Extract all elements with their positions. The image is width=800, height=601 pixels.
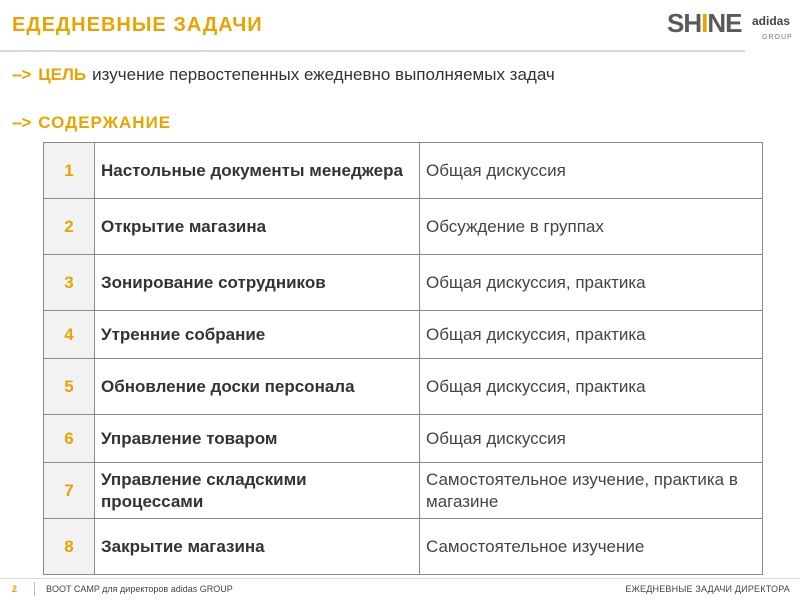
row-number: 3 [44, 255, 95, 311]
goal-line [12, 65, 555, 85]
row-format: Общая дискуссия [420, 415, 763, 463]
content-label: СОДЕРЖАНИЕ [38, 113, 172, 132]
row-topic: Открытие магазина [95, 199, 420, 255]
row-format: Общая дискуссия [420, 143, 763, 199]
row-format: Общая дискуссия, практика [420, 359, 763, 415]
row-topic: Обновление доски персонала [95, 359, 420, 415]
footer-right-text: ЕЖЕДНЕВНЫЕ ЗАДАЧИ ДИРЕКТОРА [625, 584, 790, 594]
row-topic: Управление товаром [95, 415, 420, 463]
table-row [44, 199, 763, 255]
row-number: 7 [44, 463, 95, 519]
footer-divider [34, 582, 35, 596]
row-format: Самостоятельное изучение, практика в магазине [420, 463, 763, 519]
slide-footer [0, 578, 800, 601]
goal-text: изучение первостепенных ежедневно выполняемых задач [92, 65, 555, 84]
row-format: Обсуждение в группах [420, 199, 763, 255]
group-wordmark: GROUP [762, 34, 793, 41]
footer-left-text: BOOT CAMP для директоров adidas GROUP [46, 584, 233, 594]
adidas-group-logo [750, 12, 798, 46]
row-format: Самостоятельное изучение [420, 519, 763, 575]
slide-title: ЕДЕДНЕВНЫЕ ЗАДАЧИ [12, 14, 263, 36]
shine-logo-wordmark: SHINE [667, 8, 742, 38]
table-row [44, 415, 763, 463]
row-topic: Зонирование сотрудников [95, 255, 420, 311]
table-row [44, 463, 763, 519]
row-topic: Закрытие магазина [95, 519, 420, 575]
header-divider [0, 50, 745, 52]
arrow-icon: --> [12, 113, 31, 132]
table-row [44, 311, 763, 359]
row-number: 8 [44, 519, 95, 575]
table-row [44, 519, 763, 575]
shine-logo [665, 8, 743, 50]
table-row [44, 359, 763, 415]
row-number: 4 [44, 311, 95, 359]
row-topic: Управление складскими процессами [95, 463, 420, 519]
row-format: Общая дискуссия, практика [420, 311, 763, 359]
row-topic: Утренние собрание [95, 311, 420, 359]
row-format: Общая дискуссия, практика [420, 255, 763, 311]
row-number: 1 [44, 143, 95, 199]
adidas-wordmark: adidas [752, 14, 791, 28]
page-number: 2 [12, 584, 18, 594]
arrow-icon: --> [12, 65, 31, 84]
row-topic: Настольные документы менеджера [95, 143, 420, 199]
agenda-table [43, 142, 763, 575]
table-row [44, 143, 763, 199]
slide-header [0, 0, 800, 52]
row-number: 6 [44, 415, 95, 463]
row-number: 2 [44, 199, 95, 255]
goal-label: ЦЕЛЬ [38, 65, 87, 84]
content-heading [12, 113, 171, 133]
row-number: 5 [44, 359, 95, 415]
table-row [44, 255, 763, 311]
